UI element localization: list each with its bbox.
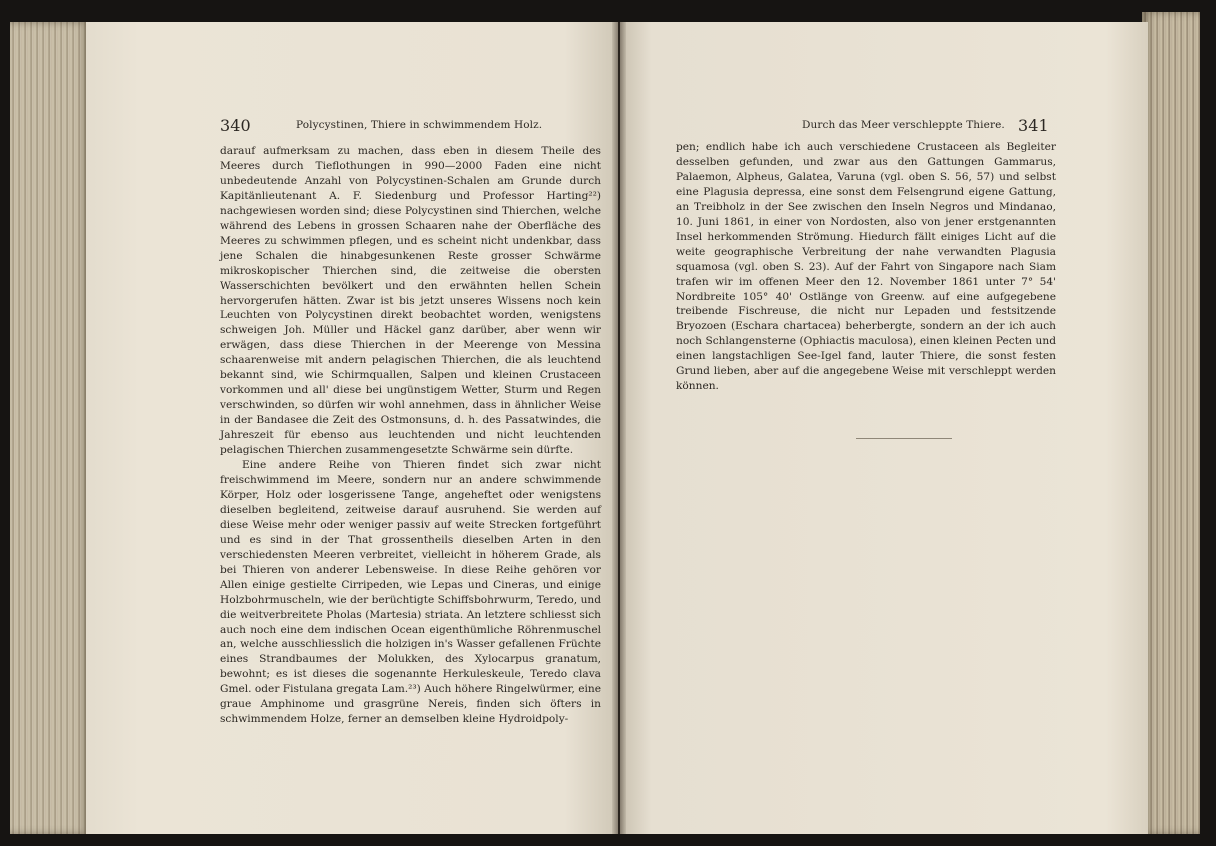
right-page xyxy=(620,22,1148,834)
left-paragraph-2: Eine andere Reihe von Thieren findet sich zwar nicht freischwimmend im Meere, sondern nur an andere schwimmende Körper, Holz oder losgerissene Tange, angeheftet oder wenigstens dieselben begleitend, zeitweise darauf ausruhend. Sie werden auf diese Weise mehr oder weniger passiv auf weite Strecken fortgeführt und es sind in der That grossentheils dieselben Arten in den verschiedensten Meeren verbreitet, vielleicht in höherem Grade, als bei Thieren von anderer Lebensweise. In diese Reihe gehören vor Allen einige gestielte Cirripeden, wie Lepas und Cineras, und einige Holzbohrmuscheln, wie der berüchtigte Schiffsbohrwurm, Teredo, und die weitverbreitete Pholas (Martesia) striata. An letztere schliesst sich auch noch eine dem indischen Ocean eigenthümliche Röhrenmuschel an, welche ausschliesslich die holzigen in's Wasser gefallenen Früchte eines Strandbaumes der Molukken, des Xylocarpus granatum, bewohnt; es ist dieses die sogenannte Herkuleskeule, Teredo clava Gmel. oder Fistulana gregata Lam.²³) Auch höhere Ringelwürmer, eine graue Amphinome und grasgrüne Nereis, finden sich öfters in schwimmendem Holze, ferner an demselben kleine Hydroidpoly- xyxy=(220,459,602,726)
right-running-title: Durch das Meer verschleppte Thiere. xyxy=(802,119,1005,131)
left-running-head xyxy=(220,116,620,138)
section-end-rule xyxy=(856,438,952,439)
book-gutter xyxy=(612,22,626,834)
left-body-text xyxy=(220,144,601,727)
left-page-edges xyxy=(10,22,90,834)
right-running-head xyxy=(676,116,1056,138)
left-page-number: 340 xyxy=(220,116,251,135)
right-paragraph-1: pen; endlich habe ich auch verschiedene Crustaceen als Begleiter desselben gefunden, und zwar aus den Gattungen Gammarus, Palaemon, Alpheus, Galatea, Varuna (vgl. oben S. 56, 57) und selbst eine Plagusia depressa, eine sonst dem Felsengrund eigene Gattung, an Treibholz in der See zwischen den Inseln Negros und Mindanao, 10. Juni 1861, in einer von Nordosten, also von jener erstgenannten Insel herkommenden Strömung. Hiedurch fällt einiges Licht auf die weite geographische Verbreitung der nahe verwandten Plagusia squamosa (vgl. oben S. 23). Auf der Fahrt von Singapore nach Siam trafen wir im offenen Meer den 12. November 1861 unter 7° 54' Nordbreite 105° 40' Ostlänge von Greenw. auf eine aufgegebene treibende Fischreuse, die nicht nur Lepaden und festsitzende Bryozoen (Eschara chartacea) beherbergte, sondern an der ich auch noch Schlangensterne (Ophiactis maculosa), einen kleinen Pecten und einen langstachligen See-Igel fand, lauter Thiere, die sonst festen Grund lieben, aber auf die angegebene Weise mit verschleppt werden können. xyxy=(676,141,1056,393)
right-page-edges xyxy=(1142,12,1200,834)
left-paragraph-1: darauf aufmerksam zu machen, dass eben in diesem Theile des Meeres durch Tieflothungen in 990—2000 Faden eine nicht unbedeutende Anzahl von Polycystinen-Schalen am Grunde durch Kapitänlieutenant A. F. Siedenburg und Professor Harting²²) nachgewiesen worden sind; diese Polycystinen sind Thierchen, welche während des Lebens in grossen Schaaren nahe der Oberfläche des Meeres zu schwimmen pflegen, und es scheint nicht undenkbar, dass jene Schalen die hinabgesunkenen Reste grosser Schwärme mikroskopischer Thierchen sind, die zeitweise die obersten Wasserschichten bevölkert und den erwähnten hellen Schein hervorgerufen hätten. Zwar ist bis jetzt unseres Wissens noch kein Leuchten von Polycystinen direkt beobachtet worden, wenigstens schweigen Joh. Müller und Häckel ganz darüber, aber wenn wir erwägen, dass diese Thierchen in der Meerenge von Messina schaarenweise mit andern pelagischen Thierchen, die als leuchtend bekannt sind, wie Schirmquallen, Salpen und kleinen Crustaceen vorkommen und all' diese bei ungünstigem Wetter, Sturm und Regen verschwinden, so dürfen wir wohl annehmen, dass in ähnlicher Weise in der Bandasee die Zeit des Ostmonsuns, d. h. des Passatwindes, die Jahreszeit für ebenso aus leuchtenden und nicht leuchtenden pelagischen Thierchen zusammengesetzte Schwärme sein dürfte. xyxy=(220,145,601,457)
right-page-number: 341 xyxy=(1018,116,1049,135)
left-page xyxy=(86,22,618,834)
right-body-text xyxy=(676,140,1056,394)
left-running-title: Polycystinen, Thiere in schwimmendem Holz. xyxy=(296,119,543,131)
